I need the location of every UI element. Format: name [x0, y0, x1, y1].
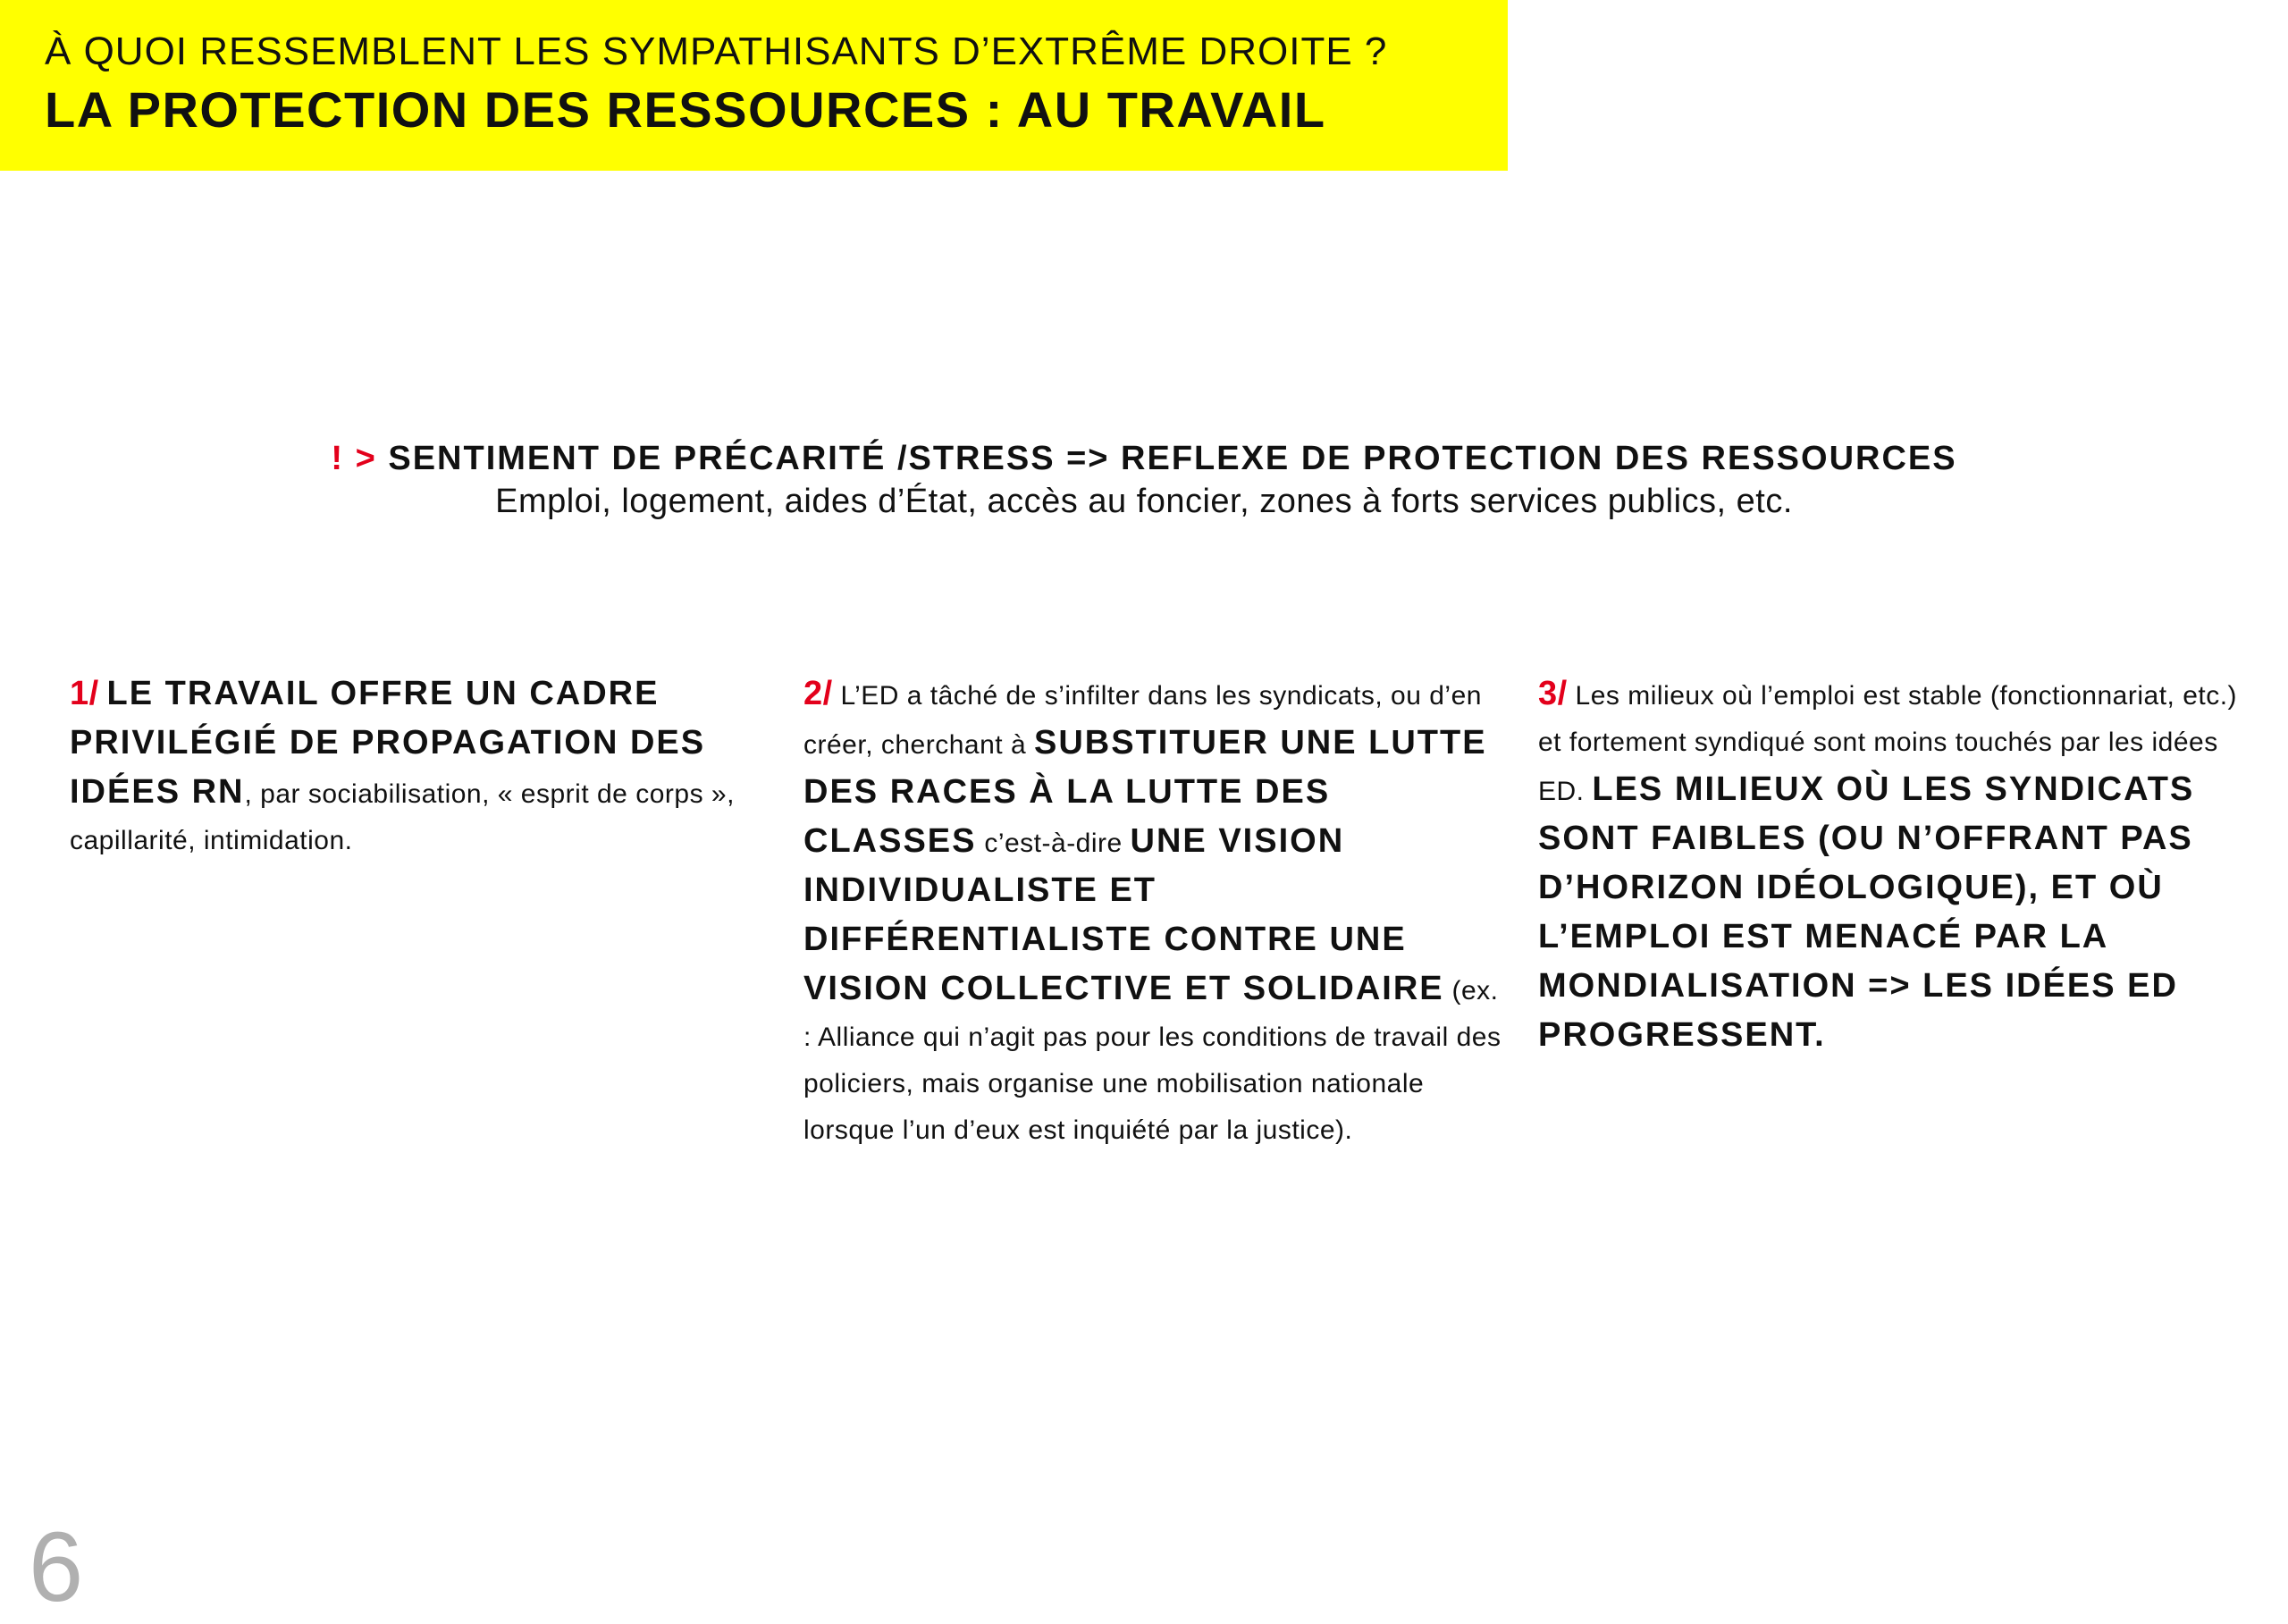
page-title: LA PROTECTION DES RESSOURCES : AU TRAVAIL	[45, 81, 1326, 138]
column-3-bold: LES MILIEUX OÙ LES SYNDICATS SONT FAIBLES (OU N’OFFRANT PAS D’HORIZON IDÉOLOGIQUE), ET OÙ L’EMPLOI EST MENACÉ PAR LA MONDIALISATION => LES IDÉES ED PROGRESSENT.	[1538, 770, 2195, 1054]
column-1-text: , par sociabilisation, « esprit de corps », capillarité, intimidation.	[70, 779, 735, 855]
column-1	[70, 670, 776, 864]
header-banner	[0, 0, 1508, 171]
column-2-bold-1: SUBSTITUER UNE LUTTE DES RACES À LA LUTTE DES CLASSES	[803, 724, 1487, 860]
column-2-intro: L’ED a tâché de s’infilter dans les syndicats, ou d’en créer, cherchant à	[803, 681, 1482, 760]
key-point-headline	[0, 440, 2288, 478]
column-2	[803, 670, 1510, 1154]
key-point-detail: Emploi, logement, aides d’État, accès au foncier, zones à forts services publics, etc.	[495, 483, 1793, 520]
column-1-number: 1/	[70, 675, 99, 712]
header-supertitle: À QUOI RESSEMBLENT LES SYMPATHISANTS D’EXTRÊME DROITE ?	[45, 29, 1388, 73]
key-point-text: SENTIMENT DE PRÉCARITÉ /STRESS => REFLEXE DE PROTECTION DES RESSOURCES	[388, 440, 1957, 477]
page-number: 6	[29, 1512, 84, 1622]
column-1-bold: LE TRAVAIL OFFRE UN CADRE PRIVILÉGIÉ DE PROPAGATION DES IDÉES RN	[70, 675, 706, 811]
column-2-number: 2/	[803, 675, 833, 712]
column-2-bold-2: UNE VISION INDIVIDUALISTE ET DIFFÉRENTIALISTE CONTRE UNE VISION COLLECTIVE ET SOLIDAIRE	[803, 822, 1444, 1007]
column-2-mid: c’est-à-dire	[984, 829, 1123, 858]
column-3-intro: Les milieux où l’emploi est stable (fonctionnariat, etc.) et fortement syndiqué sont moins touchés par les idées ED.	[1538, 681, 2238, 806]
column-3-number: 3/	[1538, 675, 1568, 712]
column-2-outro: (ex. : Alliance qui n’agit pas pour les conditions de travail des policiers, mais organise une mobilisation nationale lorsque l’un d’eux est inquiété par la justice).	[803, 976, 1502, 1145]
column-3	[1538, 670, 2244, 1061]
alert-marker: ! >	[331, 440, 377, 477]
